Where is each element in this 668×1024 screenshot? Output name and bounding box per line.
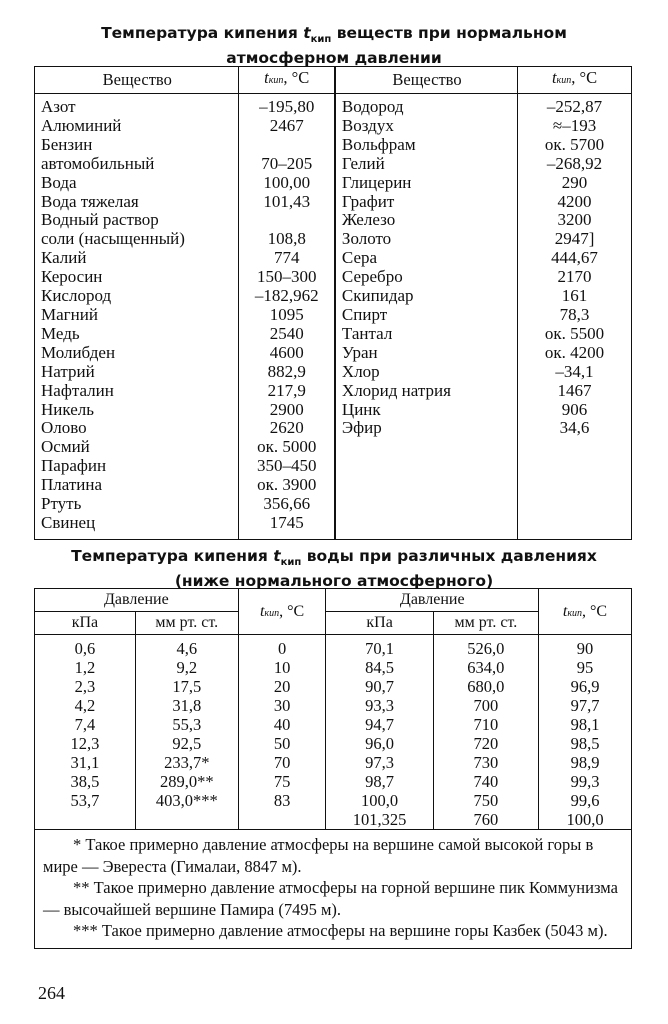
header-substance: Вещество (35, 67, 239, 94)
header-temperature: tкип, °C (239, 67, 335, 94)
boiling-point: 290 (518, 174, 632, 193)
pressure-mmhg: 740 (433, 772, 538, 791)
pressure-kpa: 2,3 (35, 677, 136, 696)
boiling-point: –252,87 (518, 94, 632, 117)
pressure-mmhg: 55,3 (135, 715, 238, 734)
boiling-point: 78,3 (518, 306, 632, 325)
empty-cell (35, 810, 136, 830)
boiling-temp: 98,5 (539, 734, 632, 753)
boiling-point: 4200 (518, 193, 632, 212)
substance-name: Гелий (335, 155, 518, 174)
substance-name: Железо (335, 211, 518, 230)
header-kpa-2: кПа (326, 612, 433, 635)
substance-name: соли (насыщенный) (35, 230, 239, 249)
pressure-mmhg: 730 (433, 753, 538, 772)
table1-title-line2: атмосферном давлении (226, 49, 442, 68)
header-substance-2: Вещество (335, 67, 518, 94)
empty-cell (335, 457, 518, 476)
pressure-mmhg: 720 (433, 734, 538, 753)
header-mmhg-2: мм рт. ст. (433, 612, 538, 635)
substance-name: Олово (35, 419, 239, 438)
boiling-temp: 99,6 (539, 791, 632, 810)
substance-name: Осмий (35, 438, 239, 457)
table-row (35, 753, 632, 772)
substance-name: Бензин (35, 136, 239, 155)
substance-name: Парафин (35, 457, 239, 476)
substance-name: Калий (35, 249, 239, 268)
boiling-point: 3200 (518, 211, 632, 230)
pressure-kpa: 12,3 (35, 734, 136, 753)
boiling-temp: 50 (238, 734, 326, 753)
boiling-points-table (34, 66, 632, 540)
pressure-mmhg: 9,2 (135, 658, 238, 677)
table-row (35, 419, 632, 438)
substance-name: Нафталин (35, 382, 239, 401)
substance-name: автомобильный (35, 155, 239, 174)
boiling-point: 108,8 (239, 230, 335, 249)
empty-cell (518, 495, 632, 514)
boiling-point: ок. 3900 (239, 476, 335, 495)
boiling-point: 2620 (239, 419, 335, 438)
footnote-3: *** Такое примерно давление атмосферы на вершине горы Казбек (5043 м). (73, 921, 608, 940)
boiling-point: 2170 (518, 268, 632, 287)
pressure-kpa: 101,325 (326, 810, 433, 830)
pressure-kpa: 7,4 (35, 715, 136, 734)
pressure-kpa: 93,3 (326, 696, 433, 715)
header-temperature: tкип, °C (238, 589, 326, 635)
boiling-temp: 40 (238, 715, 326, 734)
table-row (35, 344, 632, 363)
substance-name: Магний (35, 306, 239, 325)
table-row (35, 211, 632, 230)
substance-name: Хлорид натрия (335, 382, 518, 401)
boiling-point: 1095 (239, 306, 335, 325)
boiling-point: 2540 (239, 325, 335, 344)
substance-name: Водород (335, 94, 518, 117)
substance-name: Цинк (335, 401, 518, 420)
boiling-point: 4600 (239, 344, 335, 363)
header-kpa: кПа (35, 612, 136, 635)
pressure-kpa: 38,5 (35, 772, 136, 791)
table-row (35, 696, 632, 715)
boiling-point: ок. 5700 (518, 136, 632, 155)
substance-name: Сера (335, 249, 518, 268)
empty-cell (518, 514, 632, 539)
table-row (35, 287, 632, 306)
substance-name: Уран (335, 344, 518, 363)
pressure-mmhg: 233,7* (135, 753, 238, 772)
table-row (35, 155, 632, 174)
pressure-kpa: 1,2 (35, 658, 136, 677)
header-pressure-2: Давление (326, 589, 539, 612)
water-boiling-table (34, 588, 632, 949)
empty-cell (518, 438, 632, 457)
boiling-point: 1745 (239, 514, 335, 539)
pressure-kpa: 53,7 (35, 791, 136, 810)
table2-title (0, 547, 668, 591)
empty-cell (335, 438, 518, 457)
boiling-point: 2900 (239, 401, 335, 420)
substance-name: Скипидар (335, 287, 518, 306)
footnote-2: ** Такое примерно давление атмосферы на горной вершине пик Коммунизма — высочайшей вершине Памира (7495 м). (43, 878, 618, 919)
boiling-temp: 96,9 (539, 677, 632, 696)
substance-name: Эфир (335, 419, 518, 438)
empty-cell (238, 810, 326, 830)
pressure-mmhg: 526,0 (433, 635, 538, 659)
pressure-kpa: 84,5 (326, 658, 433, 677)
footnote-1: * Такое примерно давление атмосферы на вершине самой высокой горы в мире — Эвереста (Гималаи, 8847 м). (43, 835, 594, 876)
boiling-point: 100,00 (239, 174, 335, 193)
boiling-point: –268,92 (518, 155, 632, 174)
pressure-mmhg: 92,5 (135, 734, 238, 753)
pressure-mmhg: 634,0 (433, 658, 538, 677)
pressure-mmhg: 710 (433, 715, 538, 734)
substance-name: Никель (35, 401, 239, 420)
boiling-temp: 98,1 (539, 715, 632, 734)
substance-name: Вольфрам (335, 136, 518, 155)
empty-cell (518, 476, 632, 495)
boiling-point: 2947] (518, 230, 632, 249)
table-row (35, 249, 632, 268)
boiling-temp: 99,3 (539, 772, 632, 791)
substance-name: Вода тяжелая (35, 193, 239, 212)
boiling-point: 161 (518, 287, 632, 306)
pressure-mmhg: 700 (433, 696, 538, 715)
pressure-kpa: 96,0 (326, 734, 433, 753)
table-row (35, 306, 632, 325)
empty-cell (335, 476, 518, 495)
boiling-point: 444,67 (518, 249, 632, 268)
substance-name: Молибден (35, 344, 239, 363)
boiling-point: 2467 (239, 117, 335, 136)
table-row (35, 363, 632, 382)
boiling-point (239, 211, 335, 230)
table-row (35, 401, 632, 420)
pressure-mmhg: 403,0*** (135, 791, 238, 810)
table-row (35, 382, 632, 401)
table-row (35, 677, 632, 696)
boiling-point: –34,1 (518, 363, 632, 382)
boiling-temp: 20 (238, 677, 326, 696)
substance-name: Ртуть (35, 495, 239, 514)
header-mmhg: мм рт. ст. (135, 612, 238, 635)
boiling-point: ок. 5000 (239, 438, 335, 457)
header-pressure: Давление (35, 589, 239, 612)
table-row (35, 230, 632, 249)
pressure-kpa: 4,2 (35, 696, 136, 715)
pressure-kpa: 70,1 (326, 635, 433, 659)
substance-name: Азот (35, 94, 239, 117)
pressure-mmhg: 760 (433, 810, 538, 830)
table-row (35, 791, 632, 810)
substance-name: Воздух (335, 117, 518, 136)
substance-name: Хлор (335, 363, 518, 382)
substance-name: Серебро (335, 268, 518, 287)
table-row (35, 772, 632, 791)
boiling-temp: 75 (238, 772, 326, 791)
boiling-point: 70–205 (239, 155, 335, 174)
substance-name: Золото (335, 230, 518, 249)
table-row (35, 174, 632, 193)
boiling-point (239, 136, 335, 155)
table-row (35, 810, 632, 830)
boiling-point: 217,9 (239, 382, 335, 401)
table-row (35, 193, 632, 212)
table1-title (0, 24, 668, 68)
boiling-temp: 83 (238, 791, 326, 810)
empty-cell (135, 810, 238, 830)
pressure-kpa: 90,7 (326, 677, 433, 696)
table2-title-line1: Температура кипения $t_{кип}$ воды при различных давлениях (71, 547, 597, 569)
table2-header-row-1 (35, 589, 632, 612)
page-number: 264 (38, 983, 65, 1003)
boiling-point: –182,962 (239, 287, 335, 306)
substance-name: Тантал (335, 325, 518, 344)
boiling-point: 882,9 (239, 363, 335, 382)
boiling-point: ок. 5500 (518, 325, 632, 344)
table2-title-line2: (ниже нормального атмосферного) (174, 572, 494, 591)
table-row (35, 514, 632, 539)
table-row (35, 734, 632, 753)
pressure-mmhg: 4,6 (135, 635, 238, 659)
boiling-point: 350–450 (239, 457, 335, 476)
table-row (35, 136, 632, 155)
pressure-mmhg: 17,5 (135, 677, 238, 696)
boiling-temp: 100,0 (539, 810, 632, 830)
table-row (35, 658, 632, 677)
boiling-temp: 97,7 (539, 696, 632, 715)
boiling-point: 906 (518, 401, 632, 420)
pressure-kpa: 31,1 (35, 753, 136, 772)
boiling-temp: 10 (238, 658, 326, 677)
table-row (35, 476, 632, 495)
table1-header-row (35, 67, 632, 94)
substance-name: Алюминий (35, 117, 239, 136)
table-row (35, 268, 632, 287)
empty-cell (518, 457, 632, 476)
table-row (35, 495, 632, 514)
pressure-kpa: 0,6 (35, 635, 136, 659)
boiling-point: –195,80 (239, 94, 335, 117)
substance-name: Водный раствор (35, 211, 239, 230)
substance-name: Натрий (35, 363, 239, 382)
table-row (35, 635, 632, 659)
boiling-point: 1467 (518, 382, 632, 401)
header-temperature-2: tкип, °C (539, 589, 632, 635)
table-row (35, 457, 632, 476)
boiling-temp: 70 (238, 753, 326, 772)
substance-name: Платина (35, 476, 239, 495)
pressure-kpa: 98,7 (326, 772, 433, 791)
table-row (35, 117, 632, 136)
boiling-point: 774 (239, 249, 335, 268)
table-row (35, 438, 632, 457)
substance-name: Вода (35, 174, 239, 193)
table1-title-line1: Температура кипения $t_{кип}$ веществ при нормальном (101, 24, 567, 46)
substance-name: Кислород (35, 287, 239, 306)
boiling-point: 356,66 (239, 495, 335, 514)
boiling-point: 101,43 (239, 193, 335, 212)
substance-name: Графит (335, 193, 518, 212)
table-row (35, 94, 632, 117)
pressure-mmhg: 31,8 (135, 696, 238, 715)
table-row (35, 325, 632, 344)
boiling-temp: 30 (238, 696, 326, 715)
boiling-temp: 0 (238, 635, 326, 659)
substance-name: Медь (35, 325, 239, 344)
boiling-point: ≈–193 (518, 117, 632, 136)
footnotes (35, 830, 632, 949)
boiling-point: ок. 4200 (518, 344, 632, 363)
table-row (35, 715, 632, 734)
boiling-temp: 98,9 (539, 753, 632, 772)
pressure-kpa: 94,7 (326, 715, 433, 734)
boiling-temp: 95 (539, 658, 632, 677)
pressure-kpa: 97,3 (326, 753, 433, 772)
boiling-temp: 90 (539, 635, 632, 659)
pressure-mmhg: 289,0** (135, 772, 238, 791)
substance-name: Глицерин (335, 174, 518, 193)
substance-name: Керосин (35, 268, 239, 287)
boiling-point: 34,6 (518, 419, 632, 438)
header-temperature-2: tкип, °C (518, 67, 632, 94)
pressure-mmhg: 750 (433, 791, 538, 810)
empty-cell (335, 495, 518, 514)
substance-name: Спирт (335, 306, 518, 325)
footnotes-row (35, 830, 632, 949)
boiling-point: 150–300 (239, 268, 335, 287)
empty-cell (335, 514, 518, 539)
pressure-mmhg: 680,0 (433, 677, 538, 696)
pressure-kpa: 100,0 (326, 791, 433, 810)
substance-name: Свинец (35, 514, 239, 539)
